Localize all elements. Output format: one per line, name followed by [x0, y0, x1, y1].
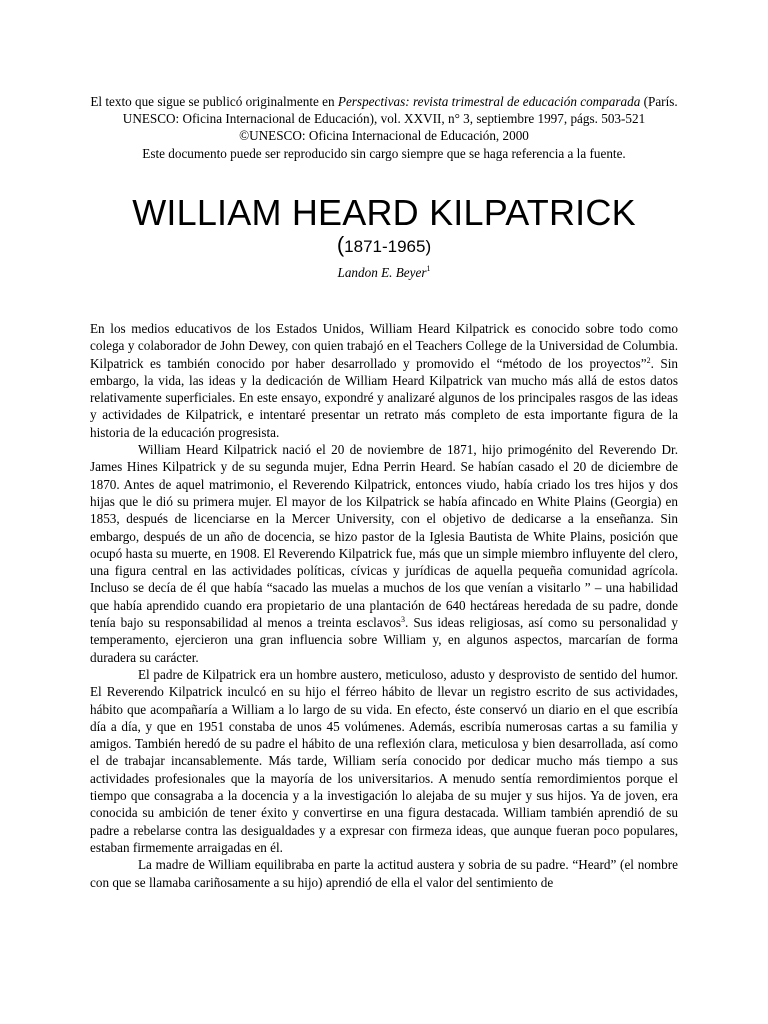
paragraph-1-text-cont: . Sin embargo, la vida, las ideas y la dedicación de William Heard Kilpatrick van mucho más allá de estos datos relativamente superficiales. En este ensayo, expondré y analizaré algunos de los principales rasgos de las ideas y actividades de Kilpatrick, e intentaré presentar un retrato más completo de esta importante figura de la historia de la educación progresista. — [90, 355, 678, 440]
paragraph-1 — [90, 320, 678, 441]
publication-notice — [90, 93, 678, 162]
life-dates-years: 1871-1965) — [344, 237, 432, 256]
author-footnote-marker: 1 — [426, 264, 431, 273]
reproduction-note: Este documento puede ser reproducido sin cargo siempre que se haga referencia a la fuente. — [142, 145, 626, 161]
author-byline — [0, 264, 768, 281]
footnote-marker-2: 2 — [646, 355, 651, 365]
paragraph-3-text: El padre de Kilpatrick era un hombre austero, meticuloso, adusto y desprovisto de sentido del humor. El Reverendo Kilpatrick inculcó en su hijo el férreo hábito de llevar un registro escrito de sus actividades, hábito que acompañaría a William a lo largo de su vida. En efecto, éste conservó un diario en el que escribía día a día, y que en 1951 constaba de unos 45 volúmenes. Además, escribía numerosas cartas a su familia y amigos. También heredó de su padre el hábito de una reflexión clara, meticulosa y bien desarrollada, así como el de trabajar incansablemente. Más tarde, William sería conocido por dedicar mucho más tiempo a sus actividades profesionales que la mayoría de los universitarios. A menudo sentía remordimientos porque el tiempo que consagraba a la docencia y a la investigación lo alejaba de su mujer y sus hijos. Ya de joven, era conocida su ambición de tener éxito y convertirse en una figura destacada. William también aprendió de su padre a rebelarse contra las desigualdades y a expresar con firmeza ideas, que aunque fueran poco populares, estaban firmemente arraigadas en él. — [90, 666, 678, 855]
notice-source-text: El texto que sigue se publicó originalmente en — [90, 94, 338, 109]
paragraph-2 — [90, 441, 678, 666]
document-title: WILLIAM HEARD KILPATRICK — [132, 192, 636, 233]
notice-source-line — [90, 93, 678, 127]
footnote-marker-3: 3 — [401, 615, 406, 625]
paragraph-2-text-cont: . Sus ideas religiosas, así como su personalidad y temperamento, ejercieron una gran influencia sobre William y, en algunos aspectos, marcarían de forma duradera su carácter. — [90, 615, 678, 665]
author-name: Landon E. Beyer — [337, 265, 427, 280]
article-body — [90, 320, 678, 891]
copyright-line: ©UNESCO: Oficina Internacional de Educación, 2000 — [239, 128, 529, 144]
journal-title: Perspectivas: revista trimestral de educación comparada — [337, 94, 641, 109]
notice-source-details: (París. UNESCO: Oficina Internacional de Educación), vol. XXVII, n° 3, septiembre 1997, págs. 503-521 — [122, 94, 678, 127]
paragraph-4-text: La madre de William equilibraba en parte la actitud austera y sobria de su padre. “Heard” (el nombre con que se llamaba cariñosamente a su hijo) aprendió de ella el valor del sentimiento de — [90, 857, 678, 890]
life-dates — [0, 234, 768, 258]
paragraph-2-text: William Heard Kilpatrick nació el 20 de noviembre de 1871, hijo primogénito del Reverendo Dr. James Hines Kilpatrick y de su segunda mujer, Edna Perrin Heard. Se habían casado el 20 de diciembre de 1870. Antes de aquel matrimonio, el Reverendo Kilpatrick, entonces viudo, había criado los tres hijos y dos hijas que le dió su primera mujer. El mayor de los Kilpatrick se había afincado en White Plains (Georgia) en 1853, después de licenciarse en la Mercer University, con el objetivo de dedicarse a la enseñanza. Sin embargo, después de un año de docencia, se hizo pastor de la Iglesia Bautista de White Plains, posición que ocupó hasta su muerte, en 1908. El Reverendo Kilpatrick fue, más que un simple miembro influyente del clero, una figura central en las actividades políticas, cívicas y jurídicas de aquella pequeña comunidad agrícola. Incluso se decía de él que había “sacado las muelas a muchos de los que venían a visitarlo ” – una habilidad que había aprendido cuando era propietario de una plantación de 640 hectáreas heredada de su padre, donde tenía bajo su responsabilidad al menos a treinta esclavos — [90, 442, 678, 631]
paragraph-3 — [90, 666, 678, 856]
life-dates-open-paren: ( — [336, 232, 345, 257]
paragraph-1-text: En los medios educativos de los Estados Unidos, William Heard Kilpatrick es conocido sobre todo como colega y colaborador de John Dewey, con quien trabajó en el Teachers College de la Universidad de Columbia. Kilpatrick es también conocido por haber desarrollado y promovido el “método de los proyectos” — [90, 321, 678, 371]
paragraph-4 — [90, 856, 678, 891]
